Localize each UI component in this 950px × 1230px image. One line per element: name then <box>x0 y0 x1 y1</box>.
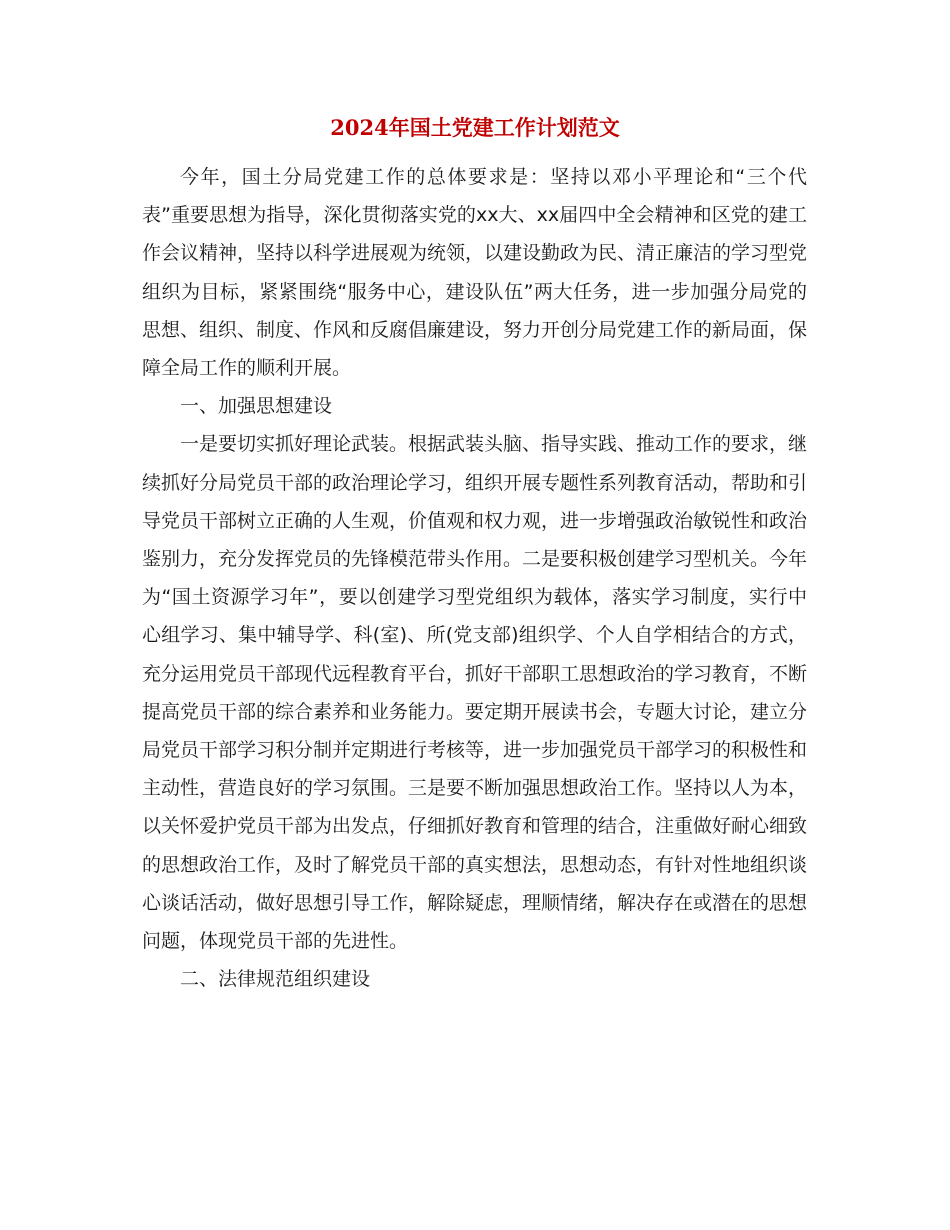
section-heading-1: 一、加强思想建设 <box>180 395 333 418</box>
section-1-paragraph: 一是要切实抓好理论武装。根据武装头脑、指导实践、推动工作的要求，继续抓好分局党员干部的政治理论学习，组织开展专题性系列教育活动，帮助和引导党员干部树立正确的人生观，价值观和权力观，进一步增强政治敏锐性和政治鉴别力，充分发挥党员的先锋模范带头作用。二是要积极创建学习型机关。今年为“国土资源学习年”，要以创建学习型党组织为载体，落实学习制度，实行中心组学习、集中辅导学、科(室)、所(党支部)组织学、个人自学相结合的方式，充分运用党员干部现代远程教育平台，抓好干部职工思想政治的学习教育，不断提高党员干部的综合素养和业务能力。要定期开展读书会，专题大讨论，建立分局党员干部学习积分制并定期进行考核等，进一步加强党员干部学习的积极性和主动性，营造良好的学习氛围。三是要不断加强思想政治工作。坚持以人为本，以关怀爱护党员干部为出发点，仔细抓好教育和管理的结合，注重做好耐心细致的思想政治工作，及时了解党员干部的真实想法，思想动态，有针对性地组织谈心谈话活动，做好思想引导工作，解除疑虑，理顺情绪，解决存在或潜在的思想问题，体现党员干部的先进性。 <box>142 433 808 953</box>
document-body <box>142 158 807 998</box>
document-title: 2024年国土党建工作计划范文 <box>330 115 620 140</box>
section-heading-2: 二、法律规范组织建设 <box>180 968 371 991</box>
intro-paragraph: 今年，国土分局党建工作的总体要求是：坚持以邓小平理论和“三个代表”重要思想为指导，深化贯彻落实党的xx大、xx届四中全会精神和区党的建工作会议精神，坚持以科学进展观为统领，以建设勤政为民、清正廉洁的学习型党组织为目标，紧紧围绕“服务中心，建设队伍”两大任务，进一步加强分局党的思想、组织、制度、作风和反腐倡廉建设，努力开创分局党建工作的新局面，保障全局工作的顺利开展。 <box>142 166 808 380</box>
